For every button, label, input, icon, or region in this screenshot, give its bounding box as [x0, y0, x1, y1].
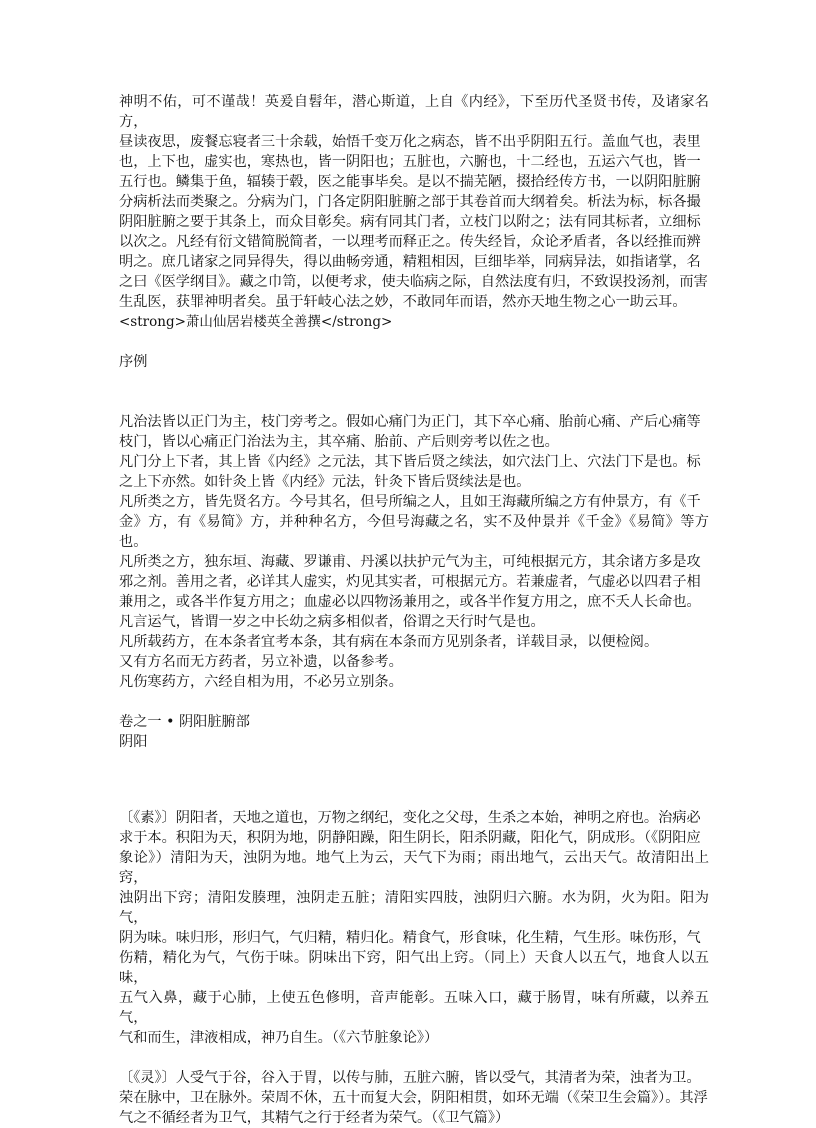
body-paragraph [119, 808, 709, 1048]
text-line: 枝门，皆以心痛正门治法为主，其卒痛、胎前、产后则旁考以佐之也。 [119, 434, 559, 450]
document-page [119, 92, 709, 1128]
xuli-paragraph [119, 652, 709, 672]
text-line: 以次之。凡经有衍文错简脱简者，一以理考而释正之。传失经旨，众论矛盾者，各以经推而辨 [119, 234, 701, 250]
text-line: 气之不循经者为卫气，其精气之行于经者为荣气。（《卫气篇》） [119, 1110, 510, 1126]
text-line: 伤精，精化为气，气伤于味。阴味出下窍，阳气出上窍。（同上）天食人以五气，地食人以五味， [119, 950, 709, 986]
text-line: 浊阴出下窍；清阳发腠理，浊阴走五脏；清阳实四肢，浊阴归六腑。水为阴，火为阳。阳为气， [119, 890, 709, 926]
text-line: 也，上下也，虚实也，寒热也，皆一阴阳也；五脏也，六腑也，十二经也，五运六气也，皆一 [119, 154, 701, 170]
xuli-paragraph [119, 492, 709, 552]
xuli-paragraph [119, 552, 709, 612]
text-line: 凡伤寒药方，六经自相为用，不必另立别条。 [119, 674, 403, 690]
text-line: 凡言运气，皆谓一岁之中长幼之病多相似者，俗谓之天行时气是也。 [119, 614, 545, 630]
text-line: 象论》）清阳为天，浊阴为地。地气上为云，天气下为雨；雨出地气，云出天气。故清阳出上窍， [119, 850, 709, 886]
text-line: 生乱医，获罪神明者矣。虽于轩岐心法之妙，不敢同年而语，然亦天地生物之心一助云耳。 [119, 294, 687, 310]
text-line: 兼用之，或各半作复方用之；血虚必以四物汤兼用之，或各半作复方用之，庶不夭人长命也。 [119, 594, 701, 610]
text-line: 凡所类之方，独东垣、海藏、罗谦甫、丹溪以扶护元气为主，可纯根据元方，其余诸方多是攻 [119, 554, 701, 570]
text-line: 求于本。积阳为天，积阴为地，阴静阳躁，阳生阴长，阳杀阴藏，阳化气，阴成形。（《阴阳应 [119, 830, 701, 846]
text-line: 凡治法皆以正门为主，枝门旁考之。假如心痛门为正门，其下卒心痛、胎前心痛、产后心痛等 [119, 414, 701, 430]
text-line: 昼读夜思，废餐忘寝者三十余载，始悟千变万化之病态，皆不出乎阴阳五行。盖血气也，表里 [119, 134, 701, 150]
text-line: 金》方，有《易简》方，并种种名方，今但号海藏之名，实不及仲景并《千金》《易简》等方也。 [119, 514, 709, 550]
xuli-paragraph [119, 412, 709, 452]
text-line: 凡所类之方，皆先贤名方。今号其名，但号所编之人，且如王海藏所编之方有仲景方，有《千 [119, 494, 701, 510]
text-line: 五行也。鳞集于鱼，辐辏于毂，医之能事毕矣。是以不揣芜陋，掇拾经传方书，一以阴阳脏腑 [119, 174, 701, 190]
xuli-paragraph [119, 672, 709, 692]
xuli-paragraph [119, 612, 709, 632]
text-line: 又有方名而无方药者，另立补遗，以备参考。 [119, 654, 403, 670]
text-line: 阴阳脏腑之要于其条上，而众目彰矣。病有同其门者，立枝门以附之；法有同其标者，立细标 [119, 214, 701, 230]
text-line: 之上下亦然。如针灸上皆《内经》元法，针灸下皆后贤续法是也。 [119, 474, 531, 490]
text-line: 阴为味。味归形，形归气，气归精，精归化。精食气，形食味，化生精，气生形。味伤形，气 [119, 930, 701, 946]
text-line: 〔《素》〕阴阳者，天地之道也，万物之纲纪，变化之父母，生杀之本始，神明之府也。治病必 [119, 810, 701, 826]
body-paragraph [119, 1068, 709, 1128]
text-line: 〔《灵》〕人受气于谷，谷入于胃，以传与肺，五脏六腑，皆以受气，其清者为荣，浊者为卫。 [119, 1070, 701, 1086]
text-line: 气和而生，津液相成，神乃自生。（《六节脏象论》） [119, 1030, 439, 1046]
text-line: 分病析法而类聚之。分病为门，门各定阴阳脏腑之部于其卷首而大纲着矣。析法为标，标各撮 [119, 194, 701, 210]
text-line: 凡门分上下者，其上皆《内经》之元法，其下皆后贤之续法，如穴法门上、穴法门下是也。标 [119, 454, 701, 470]
text-line: 荣在脉中，卫在脉外。荣周不休，五十而复大会，阴阳相贯，如环无端（《荣卫生会篇》）。其浮 [119, 1090, 708, 1106]
xuli-paragraph [119, 452, 709, 492]
text-line: 凡所载药方，在本条者宜考本条，其有病在本条而方见别条者，详载目录，以便检阅。 [119, 634, 659, 650]
text-line: 邪之剂。善用之者，必详其人虚实，灼见其实者，可根据元方。若兼虚者，气虚必以四君子相 [119, 574, 701, 590]
chapter-subtitle: 阴阳 [119, 734, 148, 750]
text-line: 明之。庶几诸家之同异得失，得以曲畅旁通，精粗相因，巨细毕举，同病异法，如指诸掌，名 [119, 254, 701, 270]
preface-paragraph [119, 92, 709, 312]
text-line: 之曰《医学纲目》。藏之巾笥，以便考求，使夫临病之际，自然法度有归，不致误投汤剂，而害 [119, 274, 708, 290]
xuli-paragraph [119, 632, 709, 652]
text-line: 五气入鼻，藏于心肺，上使五色修明，音声能彰。五味入口，藏于肠胃，味有所藏，以养五气， [119, 990, 709, 1026]
section-title: 序例 [119, 354, 148, 370]
text-line: 神明不佑，可不谨哉！英爰自髫年，潜心斯道，上自《内经》，下至历代圣贤书传，及诸家名方， [119, 94, 709, 130]
chapter-title: 卷之一 • 阴阳脏腑部 [119, 714, 250, 730]
author-signature: <strong>萧山仙居岩楼英全善撰</strong> [119, 314, 393, 330]
